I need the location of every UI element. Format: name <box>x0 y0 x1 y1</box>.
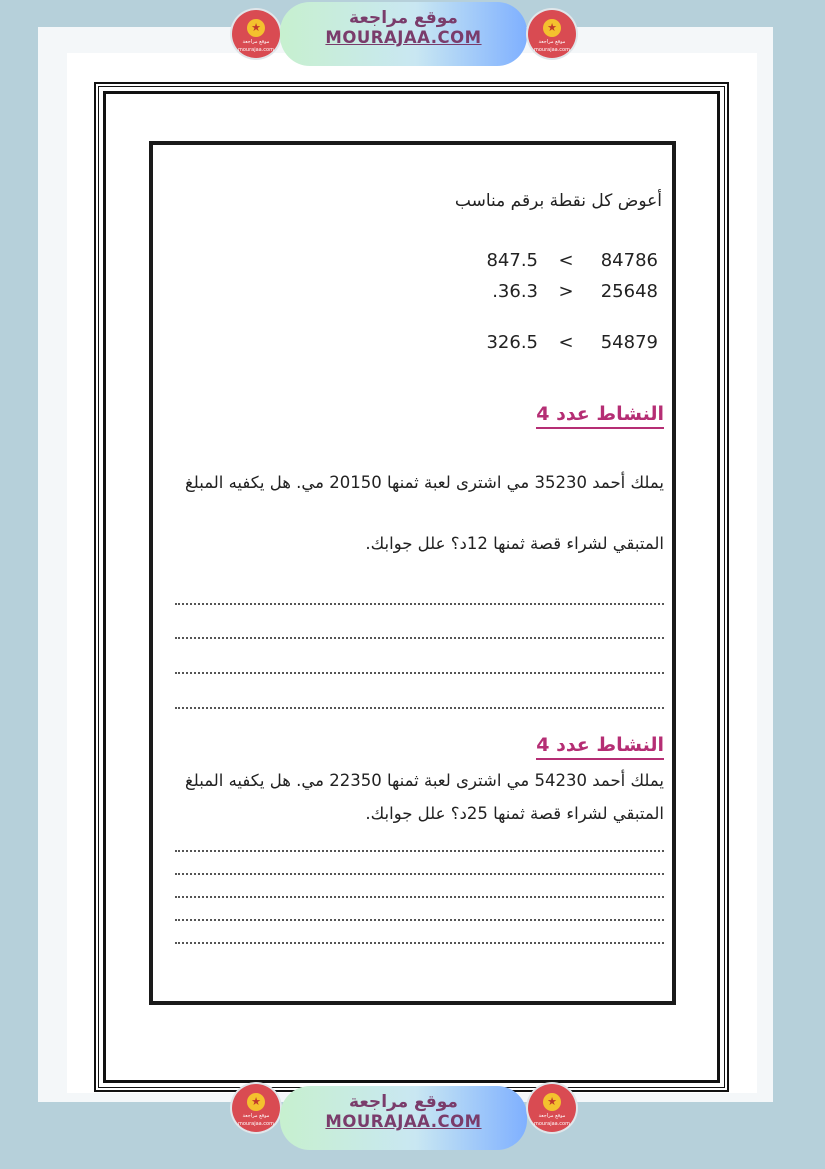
activity-title: النشاط عدد 4 <box>536 403 664 429</box>
comparison-operator: < <box>558 332 574 353</box>
activity-problem-line: يملك أحمد 35230 مي اشترى لعبة ثمنها 20150 مي. هل يكفيه المبلغ <box>184 473 664 492</box>
logo-star-icon: ★ <box>247 19 265 37</box>
answer-line[interactable] <box>175 896 664 898</box>
activity-problem-line: المتبقي لشراء قصة ثمنها 12د؟ علل جوابك. <box>365 534 664 553</box>
exercise-instruction: أعوض كل نقطة برقم مناسب <box>454 191 662 211</box>
answer-line[interactable] <box>175 672 664 674</box>
logo-caption: موقع مراجعة <box>242 39 270 45</box>
comparison-row <box>478 332 658 356</box>
logo-caption: mourajaa.com <box>533 1121 570 1127</box>
answer-line[interactable] <box>175 873 664 875</box>
activity-problem-line: المتبقي لشراء قصة ثمنها 25د؟ علل جوابك. <box>365 804 664 823</box>
banner-arabic-title: موقع مراجعة <box>349 8 458 28</box>
answer-line[interactable] <box>175 603 664 605</box>
answer-line[interactable] <box>175 919 664 921</box>
banner-site-link[interactable]: MOURAJAA.COM <box>325 28 482 47</box>
site-logo-left[interactable] <box>232 10 280 58</box>
answer-line[interactable] <box>175 850 664 852</box>
logo-caption: موقع مراجعة <box>242 1113 270 1119</box>
answer-line[interactable] <box>175 707 664 709</box>
answer-line[interactable] <box>175 637 664 639</box>
comparison-right-value: 25648 <box>600 281 658 302</box>
logo-caption: mourajaa.com <box>237 47 274 53</box>
comparison-row <box>478 250 658 274</box>
site-logo-right[interactable] <box>528 1084 576 1132</box>
comparison-row <box>478 281 658 305</box>
logo-star-icon: ★ <box>247 1093 265 1111</box>
comparison-right-value: 54879 <box>600 332 658 353</box>
footer-banner[interactable] <box>280 1086 527 1150</box>
activity-problem-line: يملك أحمد 54230 مي اشترى لعبة ثمنها 22350 مي. هل يكفيه المبلغ <box>184 771 664 790</box>
activity-title: النشاط عدد 4 <box>536 734 664 760</box>
site-logo-left[interactable] <box>232 1084 280 1132</box>
comparison-left-value: .36.3 <box>492 281 538 302</box>
banner-site-link[interactable]: MOURAJAA.COM <box>325 1112 482 1131</box>
header-banner[interactable] <box>280 2 527 66</box>
site-logo-right[interactable] <box>528 10 576 58</box>
logo-caption: mourajaa.com <box>237 1121 274 1127</box>
comparison-operator: < <box>558 250 574 271</box>
worksheet-box <box>149 141 676 1005</box>
banner-arabic-title: موقع مراجعة <box>349 1092 458 1112</box>
answer-line[interactable] <box>175 942 664 944</box>
logo-caption: موقع مراجعة <box>538 39 566 45</box>
logo-caption: موقع مراجعة <box>538 1113 566 1119</box>
logo-caption: mourajaa.com <box>533 47 570 53</box>
logo-star-icon: ★ <box>543 19 561 37</box>
comparison-right-value: 84786 <box>600 250 658 271</box>
comparison-left-value: 847.5 <box>486 250 538 271</box>
comparison-operator: > <box>558 281 574 302</box>
comparison-left-value: 326.5 <box>486 332 538 353</box>
logo-star-icon: ★ <box>543 1093 561 1111</box>
